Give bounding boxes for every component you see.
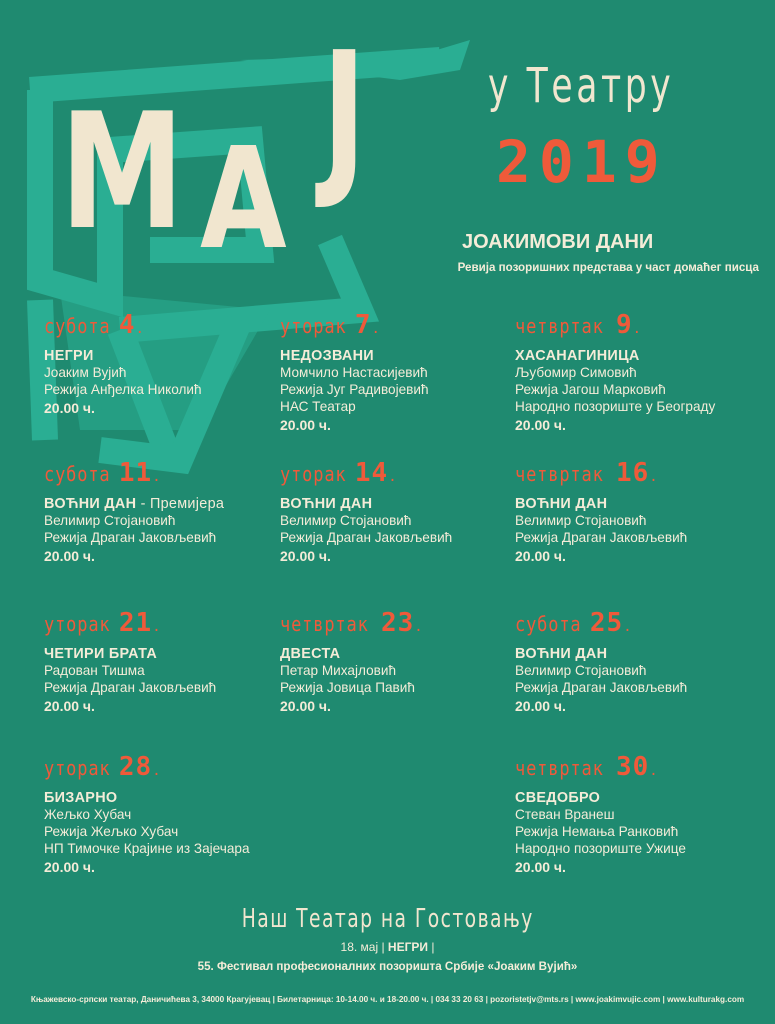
play-title: ЧЕТИРИ БРАТА [44, 646, 158, 662]
day-name: субота [44, 314, 111, 338]
credit-line: Народно позориште Ужице [515, 841, 686, 856]
play-credits [44, 662, 294, 696]
day-number: 23 [380, 608, 415, 638]
day-label: четвртак 23. [280, 608, 424, 638]
credit-line: Жељко Хубач [44, 807, 132, 822]
credit-line: Режија Јагош Марковић [515, 382, 666, 397]
day-label: уторак 7. [280, 310, 381, 340]
play-credits [515, 512, 765, 546]
day-name: субота [44, 462, 111, 486]
contact-info: Књажевско-српски театар, Даничићева 3, 34000 Крагујевац | Билетарница: 10-14.00 ч. и 18-20.00 ч. | 034 33 20 63 | pozoristetjv@mts.rs | www.joakimvujic.com | www.kulturakg.com [30, 995, 745, 1004]
credit-line: НАС Театар [280, 399, 356, 414]
day-number: 14 [354, 458, 389, 488]
program-entry [44, 752, 294, 877]
play-time: 20.00 ч. [280, 698, 331, 714]
program-entry [515, 458, 765, 566]
day-label: уторак 14. [280, 458, 398, 488]
day-name: уторак [280, 462, 347, 486]
festival-title: ЈОАКИМОВИ ДАНИ [462, 231, 654, 253]
day-number: 21 [118, 608, 153, 638]
day-label: уторак 28. [44, 752, 162, 782]
credit-line: Велимир Стојановић [515, 663, 647, 678]
day-number: 25 [589, 608, 624, 638]
logo-letter-m: М [60, 78, 185, 265]
play-time: 20.00 ч. [515, 417, 566, 433]
play-title: ВОЋНИ ДАН [280, 496, 373, 512]
credit-line: Велимир Стојановић [280, 513, 412, 528]
play-credits [515, 662, 765, 696]
day-label: уторак 21. [44, 608, 162, 638]
program-entry [515, 608, 765, 716]
credit-line: НП Тимочке Крајине из Зајечара [44, 841, 250, 856]
credit-line: Режија Жељко Хубач [44, 824, 179, 839]
play-title: БИЗАРНО [44, 790, 118, 806]
credit-line: Љубомир Симовић [515, 365, 637, 380]
program-entry [44, 310, 294, 418]
day-number: 28 [118, 752, 153, 782]
festival-subtitle: Ревија позоришних представа у част домаћег писца [457, 261, 759, 274]
program-entry [44, 458, 294, 566]
program-entry [515, 310, 765, 435]
program-entry [515, 752, 765, 877]
day-number: 9 [615, 310, 633, 340]
day-label: субота 4. [44, 310, 145, 340]
credit-line: Режија Немања Ранковић [515, 824, 679, 839]
subtitle-u-teatru: у Театру [488, 58, 675, 114]
play-credits [44, 806, 294, 857]
play-credits [44, 364, 294, 398]
day-number: 30 [615, 752, 650, 782]
credit-line: Радован Тишма [44, 663, 145, 678]
play-title: ВОЋНИ ДАН - Премијера [44, 496, 225, 512]
play-time: 20.00 ч. [44, 400, 95, 416]
play-credits [515, 806, 765, 857]
play-time: 20.00 ч. [44, 548, 95, 564]
play-time: 20.00 ч. [280, 417, 331, 433]
play-credits [280, 662, 530, 696]
credit-line: Режија Јовица Павић [280, 680, 415, 695]
credit-line: Јоаким Вујић [44, 365, 127, 380]
logo-letter-j: Ј [322, 16, 367, 214]
play-credits [44, 512, 294, 546]
credit-line: Народно позориште у Београду [515, 399, 716, 414]
year: 2019 [496, 128, 668, 196]
day-number: 16 [615, 458, 650, 488]
credit-line: Момчило Настасијевић [280, 365, 428, 380]
day-name: четвртак [515, 314, 604, 338]
play-title: ВОЋНИ ДАН [515, 646, 608, 662]
credit-line: Режија Драган Јаковљевић [515, 530, 688, 545]
play-time: 20.00 ч. [280, 548, 331, 564]
play-time: 20.00 ч. [44, 859, 95, 875]
play-title: НЕГРИ [44, 348, 94, 364]
play-title: ХАСАНАГИНИЦА [515, 348, 640, 364]
day-label: четвртак 30. [515, 752, 659, 782]
maj-logo [60, 16, 440, 281]
play-time: 20.00 ч. [515, 698, 566, 714]
credit-line: Режија Драган Јаковљевић [44, 680, 217, 695]
program-entry [280, 310, 530, 435]
day-label: четвртак 16. [515, 458, 659, 488]
credit-line: Стеван Вранеш [515, 807, 615, 822]
play-time: 20.00 ч. [44, 698, 95, 714]
credit-line: Режија Драган Јаковљевић [44, 530, 217, 545]
guest-festival: 55. Фестивал професионалних позоришта Србије «Јоаким Вујић» [197, 960, 578, 973]
day-label: субота 25. [515, 608, 633, 638]
day-name: четвртак [515, 756, 604, 780]
program-entry [280, 458, 530, 566]
guest-heading: Наш Театар на Гостовању [241, 904, 534, 934]
day-number: 7 [354, 310, 372, 340]
day-label: четвртак 9. [515, 310, 643, 340]
program-entry [44, 608, 294, 716]
program-entry [280, 608, 530, 716]
guest-date: 18. мај | НЕГРИ | [340, 940, 435, 954]
day-name: уторак [280, 314, 347, 338]
credit-line: Велимир Стојановић [44, 513, 176, 528]
day-label: субота 11. [44, 458, 162, 488]
play-time: 20.00 ч. [515, 859, 566, 875]
play-title: НЕДОЗВАНИ [280, 348, 374, 364]
play-title: СВЕДОБРО [515, 790, 601, 806]
day-name: четвртак [280, 612, 369, 636]
day-number: 4 [118, 310, 136, 340]
play-time: 20.00 ч. [515, 548, 566, 564]
day-name: уторак [44, 756, 111, 780]
play-credits [280, 512, 530, 546]
credit-line: Велимир Стојановић [515, 513, 647, 528]
day-name: субота [515, 612, 582, 636]
logo-letter-a: А [200, 118, 287, 281]
credit-line: Режија Драган Јаковљевић [280, 530, 453, 545]
play-title: ДВЕСТА [280, 646, 341, 662]
day-name: четвртак [515, 462, 604, 486]
play-credits [515, 364, 765, 415]
play-title: ВОЋНИ ДАН [515, 496, 608, 512]
credit-line: Режија Југ Радивојевић [280, 382, 429, 397]
credit-line: Петар Михајловић [280, 663, 397, 678]
play-credits [280, 364, 530, 415]
credit-line: Режија Драган Јаковљевић [515, 680, 688, 695]
day-number: 11 [118, 458, 153, 488]
day-name: уторак [44, 612, 111, 636]
credit-line: Режија Анђелка Николић [44, 382, 202, 397]
